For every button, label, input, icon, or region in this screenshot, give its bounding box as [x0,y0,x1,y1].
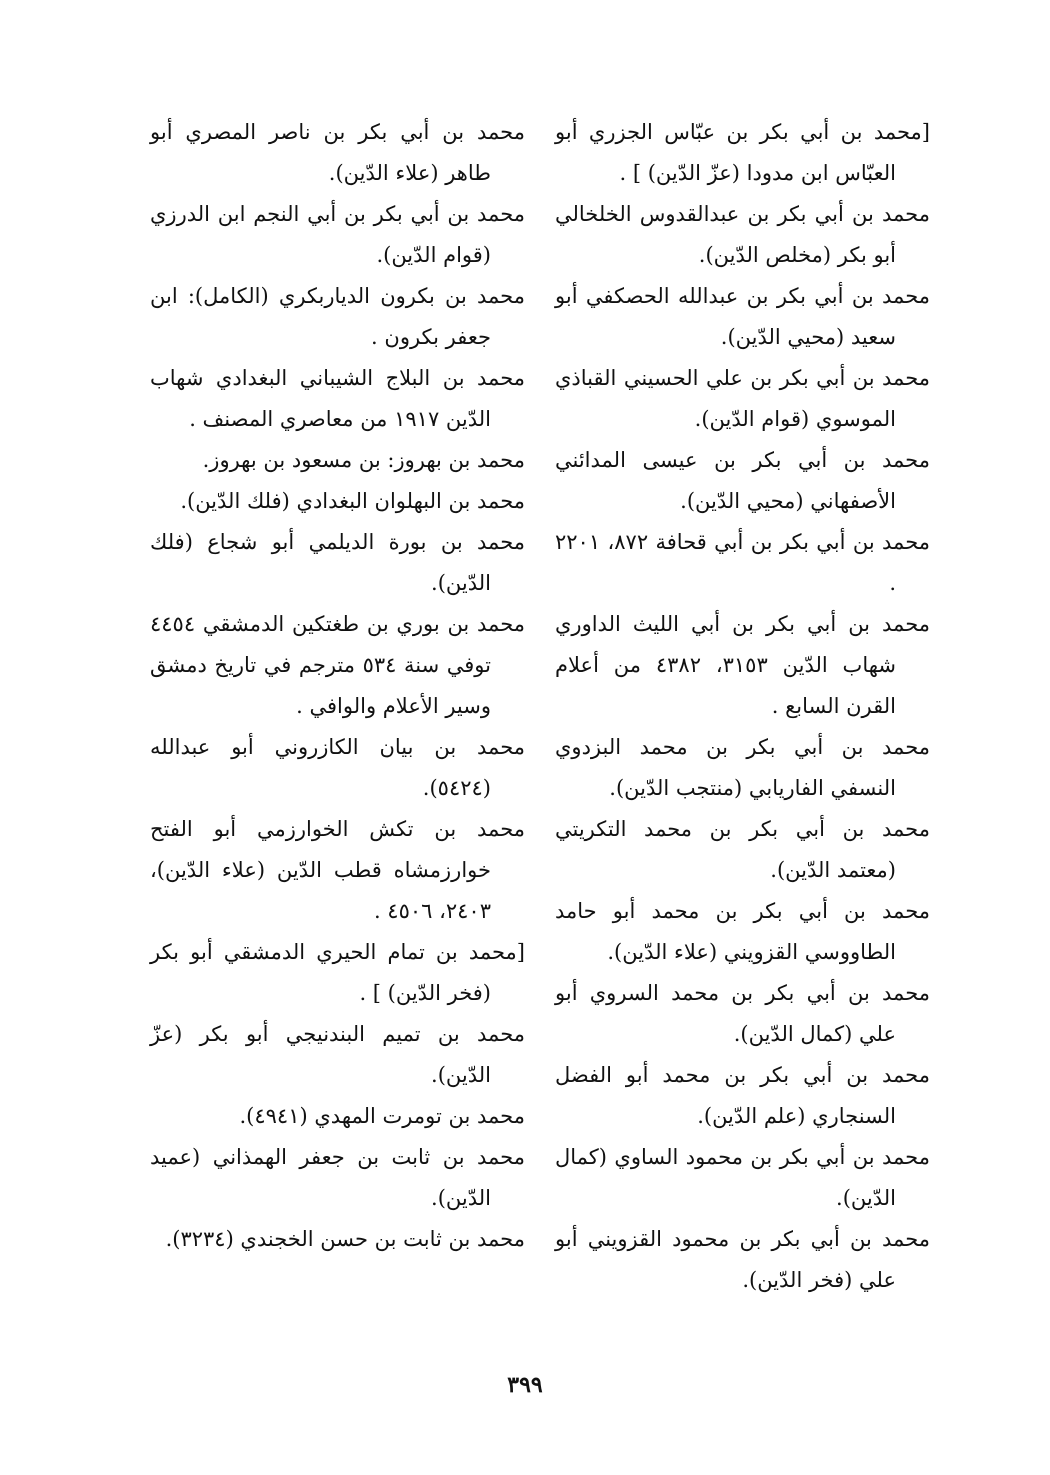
index-entry: محمد بن أبي بكر بن محمد أبو الفضل السنجاري (علم الدّين). [555,1063,930,1128]
index-entry: [محمد بن أبي بكر بن عبّاس الجزري أبو العبّاس ابن مدودا (عزّ الدّين) ] . [555,120,930,185]
left-column [150,112,525,1362]
index-entry: محمد بن أبي بكر بن عبدالله الحصكفي أبو سعيد (محيي الدّين). [555,284,930,349]
index-entry: محمد بن ثابت بن حسن الخجندي (٣٢٣٤). [165,1227,525,1251]
index-entry: محمد بن أبي بكر بن محمود الساوي (كمال الدّين). [555,1145,930,1210]
index-entry: محمد بن ثابت بن جعفر الهمذاني (عميد الدّين). [150,1145,525,1210]
page-number: ٣٩٩ [507,1372,543,1398]
index-entry: محمد بن تميم البندنيجي أبو بكر (عزّ الدّين). [150,1022,525,1087]
index-entry: محمد بن البهلوان البغدادي (فلك الدّين). [180,489,525,513]
index-entry: محمد بن أبي بكر بن محمد التكريتي (معتمد الدّين). [555,817,930,882]
page-body [150,112,930,1362]
index-entry: [محمد بن تمام الحيري الدمشقي أبو بكر (فخر الدّين) ] . [150,940,525,1005]
index-entry: محمد بن بكرون الدياربكري (الكامل): ابن جعفر بكرون . [150,284,525,349]
index-entry: محمد بن أبي بكر بن أبي الليث الداوري شهاب الدّين ٣١٥٣، ٤٣٨٢ من أعلام القرن السابع . [555,612,930,718]
index-entry: محمد بن أبي بكر بن محمد أبو حامد الطاووسي القزويني (علاء الدّين). [555,899,930,964]
index-entry: محمد بن بورة الديلمي أبو شجاع (فلك الدّين). [150,530,525,595]
index-entry: محمد بن بوري بن طغتكين الدمشقي ٤٤٥٤ توفي سنة ٥٣٤ مترجم في تاريخ دمشق وسير الأعلام والوافي . [150,612,525,718]
index-entry: محمد بن أبي بكر بن عبدالقدوس الخلخالي أبو بكر (مخلص الدّين). [555,202,930,267]
right-column [555,112,930,1362]
index-entry: محمد بن بهروز: بن مسعود بن بهروز. [202,448,525,472]
index-entry: محمد بن أبي بكر بن ناصر المصري أبو طاهر (علاء الدّين). [150,120,525,185]
index-entry: محمد بن أبي بكر بن علي الحسيني القباذي الموسوي (قوام الدّين). [555,366,930,431]
index-entry: محمد بن بيان الكازروني أبو عبدالله (٥٤٢٤). [150,735,525,800]
index-entry: محمد بن أبي بكر بن أبي النجم ابن الدرزي (قوام الدّين). [150,202,525,267]
index-entry: محمد بن تكش الخوارزمي أبو الفتح خوارزمشاه قطب الدّين (علاء الدّين)، ٢٤٠٣، ٤٥٠٦ . [150,817,525,923]
index-entry: محمد بن أبي بكر بن عيسى المدائني الأصفهاني (محيي الدّين). [555,448,930,513]
index-entry: محمد بن أبي بكر بن محمود القزويني أبو علي (فخر الدّين). [555,1227,930,1292]
index-entry: محمد بن أبي بكر بن أبي قحافة ٨٧٢، ٢٢٠١ . [555,530,931,595]
index-entry: محمد بن البلاج الشيباني البغدادي شهاب الدّين ١٩١٧ من معاصري المصنف . [150,366,525,431]
index-entry: محمد بن أبي بكر بن محمد السروي أبو علي (كمال الدّين). [555,981,930,1046]
index-entry: محمد بن تومرت المهدي (٤٩٤١). [239,1104,525,1128]
index-entry: محمد بن أبي بكر بن محمد البزدوي النسفي الفاريابي (منتجب الدّين). [555,735,930,800]
